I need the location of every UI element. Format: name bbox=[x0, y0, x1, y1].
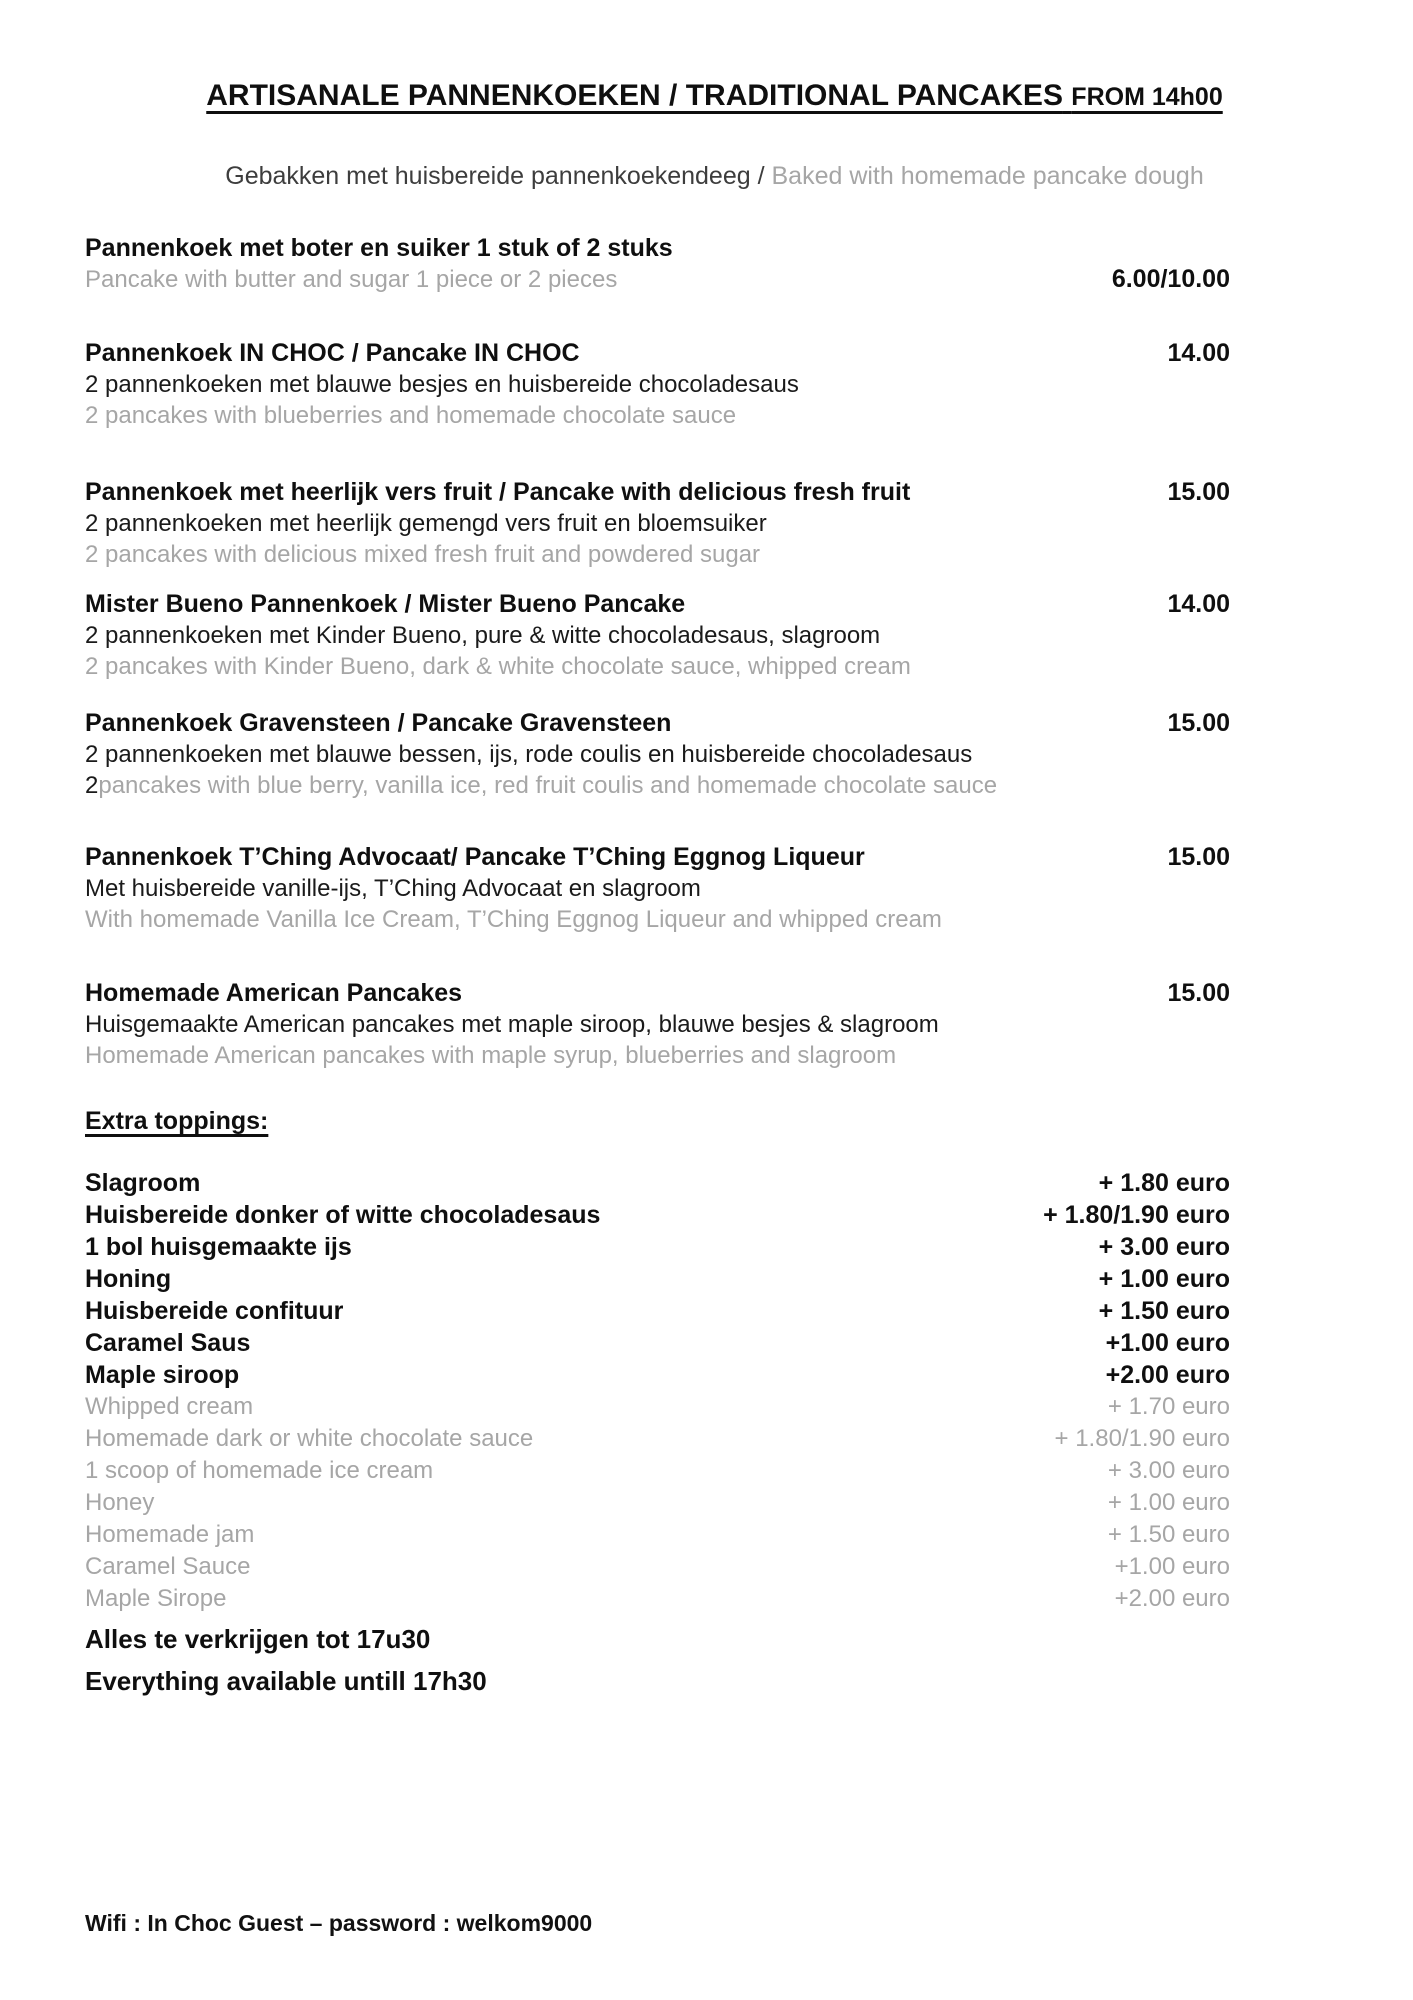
item-desc-row bbox=[85, 539, 1230, 570]
topping-label: Caramel Sauce bbox=[85, 1553, 251, 1580]
topping-label: Homemade dark or white chocolate sauce bbox=[85, 1425, 534, 1452]
item-desc-row bbox=[85, 904, 1230, 935]
topping-row bbox=[85, 1551, 1230, 1583]
topping-price: + 1.80/1.90 euro bbox=[1054, 1425, 1230, 1452]
item-desc-english: 2 pancakes with blueberries and homemade chocolate sauce bbox=[85, 402, 737, 429]
item-desc-english: 2 pancakes with Kinder Bueno, dark & white chocolate sauce, whipped cream bbox=[85, 653, 911, 680]
item-desc-english: Homemade American pancakes with maple syrup, blueberries and slagroom bbox=[85, 1042, 897, 1069]
item-price: 6.00/10.00 bbox=[1111, 265, 1230, 293]
menu-item-tching-advocaat bbox=[85, 842, 1230, 935]
menu-item-fresh-fruit bbox=[85, 477, 1230, 570]
item-title-row bbox=[85, 842, 1230, 873]
topping-row bbox=[85, 1295, 1230, 1327]
item-title-row bbox=[85, 477, 1230, 508]
item-title-row bbox=[85, 589, 1230, 620]
item-title-row bbox=[85, 338, 1230, 369]
item-desc-dutch: 2 pannenkoeken met heerlijk gemengd vers fruit en bloemsuiker bbox=[85, 510, 767, 537]
item-title-row bbox=[85, 978, 1230, 1009]
item-desc-english: With homemade Vanilla Ice Cream, T’Ching Eggnog Liqueur and whipped cream bbox=[85, 906, 942, 933]
topping-price: +1.00 euro bbox=[1114, 1553, 1230, 1580]
item-title-row bbox=[85, 233, 1230, 264]
topping-row bbox=[85, 1359, 1230, 1391]
item-title: Pannenkoek met heerlijk vers fruit / Pancake with delicious fresh fruit bbox=[85, 478, 911, 506]
menu-item-in-choc bbox=[85, 338, 1230, 431]
menu-item-mister-bueno bbox=[85, 589, 1230, 682]
extra-toppings-heading: Extra toppings: bbox=[85, 1107, 269, 1135]
item-desc-dutch: 2 pannenkoeken met Kinder Bueno, pure & witte chocoladesaus, slagroom bbox=[85, 622, 881, 649]
topping-label: Honing bbox=[85, 1265, 172, 1293]
menu-title-suffix: FROM 14h00 bbox=[1071, 83, 1223, 111]
menu-item-gravensteen bbox=[85, 708, 1230, 801]
topping-price: + 1.70 euro bbox=[1107, 1393, 1230, 1420]
item-desc-row bbox=[85, 400, 1230, 431]
item-desc-row bbox=[85, 369, 1230, 400]
item-title: Pannenkoek T’Ching Advocaat/ Pancake T’Ching Eggnog Liqueur bbox=[85, 843, 865, 871]
topping-row bbox=[85, 1327, 1230, 1359]
item-title: Pannenkoek Gravensteen / Pancake Gravensteen bbox=[85, 709, 672, 737]
topping-label: Maple siroop bbox=[85, 1361, 240, 1389]
item-desc-row bbox=[85, 508, 1230, 539]
topping-price: + 1.50 euro bbox=[1098, 1297, 1230, 1325]
item-desc-row bbox=[85, 739, 1230, 770]
topping-label: Homemade jam bbox=[85, 1521, 255, 1548]
item-desc-row bbox=[85, 1040, 1230, 1071]
topping-label: Huisbereide donker of witte chocoladesaus bbox=[85, 1201, 601, 1229]
topping-price: + 1.50 euro bbox=[1107, 1521, 1230, 1548]
topping-row bbox=[85, 1167, 1230, 1199]
item-title-row bbox=[85, 708, 1230, 739]
item-title: Homemade American Pancakes bbox=[85, 979, 463, 1007]
menu-items-section bbox=[85, 233, 1230, 1071]
item-price: 15.00 bbox=[1167, 843, 1230, 871]
item-desc-dutch: Met huisbereide vanille-ijs, T’Ching Advocaat en slagroom bbox=[85, 875, 701, 902]
topping-price: +2.00 euro bbox=[1114, 1585, 1230, 1612]
wifi-info: Wifi : In Choc Guest – password : welkom9000 bbox=[85, 1910, 593, 1936]
item-title: Pannenkoek IN CHOC / Pancake IN CHOC bbox=[85, 339, 580, 367]
menu-item-american-pancakes bbox=[85, 978, 1230, 1071]
item-desc-row bbox=[85, 620, 1230, 651]
topping-price: +2.00 euro bbox=[1105, 1361, 1230, 1389]
item-desc-row bbox=[85, 264, 1230, 295]
item-title: Mister Bueno Pannenkoek / Mister Bueno Pancake bbox=[85, 590, 686, 618]
availability-dutch: Alles te verkrijgen tot 17u30 bbox=[85, 1624, 431, 1654]
item-price: 14.00 bbox=[1167, 339, 1230, 367]
item-desc-dutch: 2 pannenkoeken met blauwe bessen, ijs, rode coulis en huisbereide chocoladesaus bbox=[85, 741, 973, 768]
item-price: 14.00 bbox=[1167, 590, 1230, 618]
item-desc-row bbox=[85, 651, 1230, 682]
menu-subtitle-separator: / bbox=[750, 162, 772, 190]
toppings-list bbox=[85, 1167, 1230, 1615]
item-desc-row bbox=[85, 770, 1230, 801]
topping-row bbox=[85, 1583, 1230, 1615]
topping-price: + 1.80/1.90 euro bbox=[1043, 1201, 1230, 1229]
item-desc-row bbox=[85, 873, 1230, 904]
topping-row bbox=[85, 1391, 1230, 1423]
topping-price: + 3.00 euro bbox=[1098, 1233, 1230, 1261]
topping-row bbox=[85, 1423, 1230, 1455]
topping-label: Whipped cream bbox=[85, 1393, 254, 1420]
menu-title-text: ARTISANALE PANNENKOEKEN / TRADITIONAL PANCAKES bbox=[206, 79, 1063, 112]
item-desc-english-prefix: 2 bbox=[85, 772, 99, 799]
topping-price: + 1.00 euro bbox=[1098, 1265, 1230, 1293]
topping-label: Slagroom bbox=[85, 1169, 201, 1197]
availability-english: Everything available untill 17h30 bbox=[85, 1666, 487, 1696]
topping-price: + 1.00 euro bbox=[1107, 1489, 1230, 1516]
topping-row bbox=[85, 1263, 1230, 1295]
item-desc-english: Pancake with butter and sugar 1 piece or 2 pieces bbox=[85, 266, 618, 293]
item-title: Pannenkoek met boter en suiker 1 stuk of 2 stuks bbox=[85, 234, 673, 262]
menu-subtitle-dutch: Gebakken met huisbereide pannenkoekendeeg bbox=[225, 162, 751, 190]
item-desc-dutch: 2 pannenkoeken met blauwe besjes en huisbereide chocoladesaus bbox=[85, 371, 799, 398]
topping-row bbox=[85, 1519, 1230, 1551]
topping-row bbox=[85, 1455, 1230, 1487]
item-desc-dutch: Huisgemaakte American pancakes met maple siroop, blauwe besjes & slagroom bbox=[85, 1011, 939, 1038]
topping-price: + 3.00 euro bbox=[1107, 1457, 1230, 1484]
item-desc-english: 2 pancakes with delicious mixed fresh fruit and powdered sugar bbox=[85, 541, 761, 568]
menu-subtitle-english: Baked with homemade pancake dough bbox=[771, 162, 1204, 190]
menu-header bbox=[85, 78, 1230, 191]
topping-price: +1.00 euro bbox=[1105, 1329, 1230, 1357]
item-desc-row bbox=[85, 1009, 1230, 1040]
topping-label: Maple Sirope bbox=[85, 1585, 227, 1612]
menu-item-butter-sugar bbox=[85, 233, 1230, 295]
item-price: 15.00 bbox=[1167, 478, 1230, 506]
topping-row bbox=[85, 1231, 1230, 1263]
menu-subtitle bbox=[199, 161, 1230, 191]
topping-row bbox=[85, 1199, 1230, 1231]
item-price: 15.00 bbox=[1167, 979, 1230, 1007]
menu-title bbox=[199, 78, 1230, 115]
topping-label: 1 scoop of homemade ice cream bbox=[85, 1457, 434, 1484]
item-price: 15.00 bbox=[1167, 709, 1230, 737]
topping-label: Caramel Saus bbox=[85, 1329, 251, 1357]
topping-row bbox=[85, 1487, 1230, 1519]
item-desc-english: pancakes with blue berry, vanilla ice, red fruit coulis and homemade chocolate sauce bbox=[98, 772, 998, 799]
topping-price: + 1.80 euro bbox=[1098, 1169, 1230, 1197]
topping-label: Huisbereide confituur bbox=[85, 1297, 344, 1325]
topping-label: 1 bol huisgemaakte ijs bbox=[85, 1233, 352, 1261]
topping-label: Honey bbox=[85, 1489, 155, 1516]
